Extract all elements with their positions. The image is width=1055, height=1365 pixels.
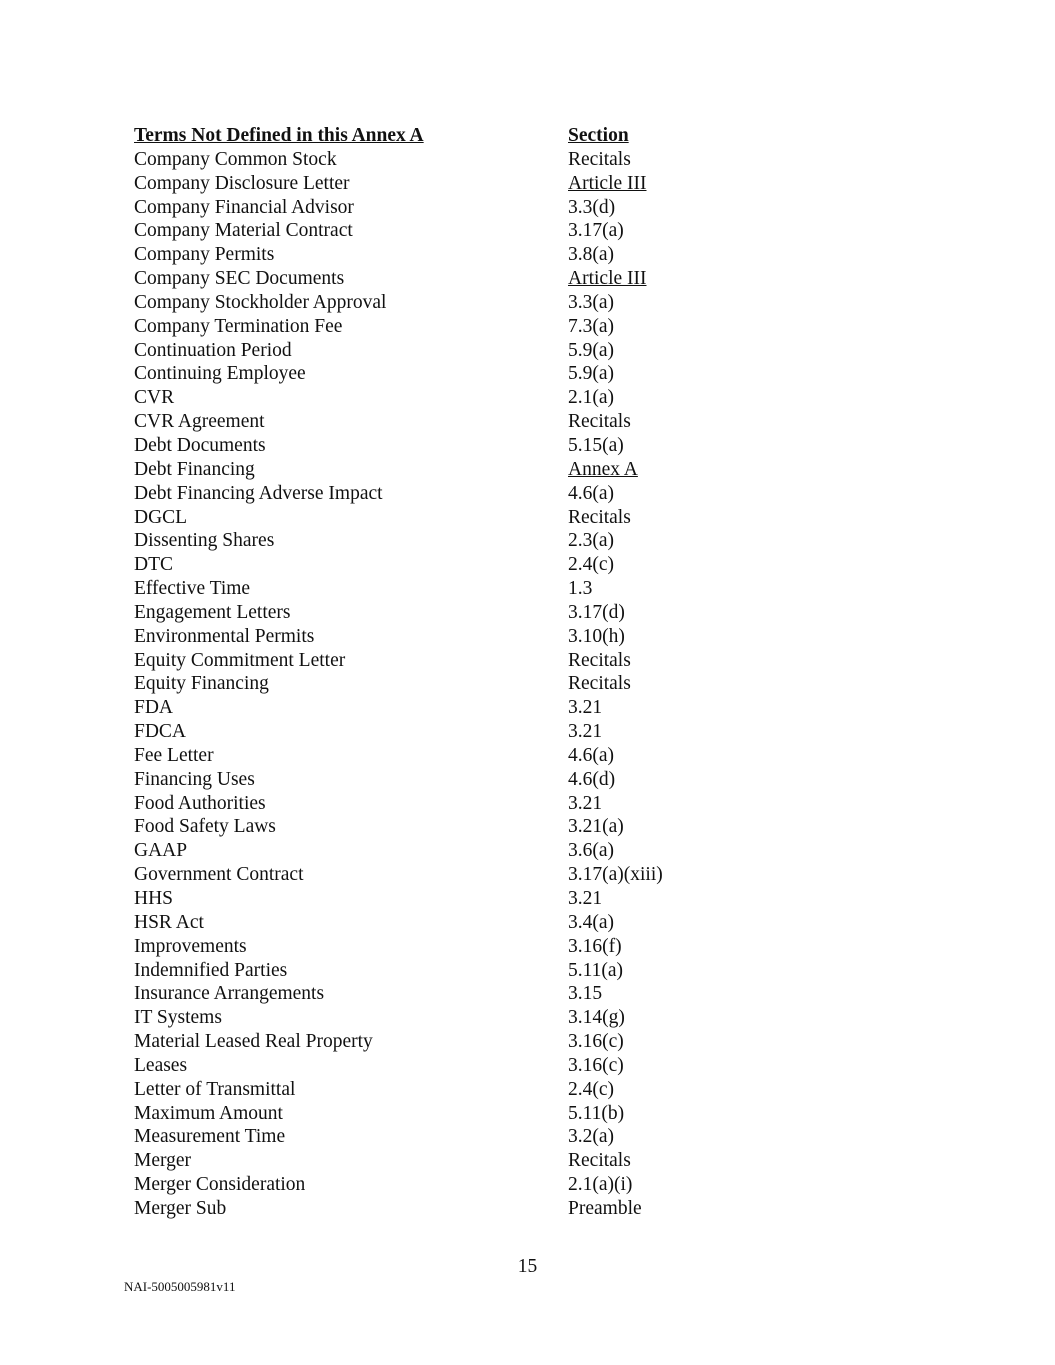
table-row bbox=[134, 482, 834, 506]
section-cell: 3.8(a) bbox=[568, 244, 615, 266]
table-row bbox=[134, 1173, 834, 1197]
section-cell: 5.9(a) bbox=[568, 363, 615, 385]
section-cell: Recitals bbox=[568, 1150, 631, 1172]
section-cell: 3.3(d) bbox=[568, 196, 616, 218]
term-cell: CVR bbox=[134, 387, 175, 409]
term-cell: Merger Consideration bbox=[134, 1174, 306, 1196]
table-row bbox=[134, 386, 834, 410]
term-cell: Maximum Amount bbox=[134, 1102, 283, 1124]
term-cell: Food Safety Laws bbox=[134, 816, 276, 838]
term-cell: Insurance Arrangements bbox=[134, 983, 325, 1005]
term-cell: Effective Time bbox=[134, 578, 251, 600]
term-cell: Debt Financing Adverse Impact bbox=[134, 482, 383, 504]
table-row bbox=[134, 815, 834, 839]
section-cell: 3.10(h) bbox=[568, 625, 625, 647]
section-cell: 3.17(d) bbox=[568, 601, 625, 623]
section-cell: 3.14(g) bbox=[568, 1007, 625, 1029]
term-cell: Company Common Stock bbox=[134, 148, 337, 170]
term-cell: Company Material Contract bbox=[134, 220, 353, 242]
term-cell: FDCA bbox=[134, 721, 187, 743]
section-cell: 1.3 bbox=[568, 578, 593, 600]
term-cell: Company Permits bbox=[134, 244, 275, 266]
table-row bbox=[134, 1102, 834, 1126]
term-cell: GAAP bbox=[134, 840, 188, 862]
page-number: 15 bbox=[517, 1256, 538, 1277]
section-cell: 4.6(a) bbox=[568, 744, 615, 766]
section-cell: 2.4(c) bbox=[568, 1078, 615, 1100]
table-row bbox=[134, 267, 834, 291]
term-cell: Merger Sub bbox=[134, 1197, 227, 1219]
table-row bbox=[134, 625, 834, 649]
header-section: Section bbox=[568, 125, 629, 146]
section-cell: 5.11(a) bbox=[568, 959, 624, 981]
table-row bbox=[134, 839, 834, 863]
term-cell: Company Disclosure Letter bbox=[134, 172, 350, 194]
table-row bbox=[134, 1125, 834, 1149]
term-cell: Company SEC Documents bbox=[134, 268, 345, 290]
table-row bbox=[134, 362, 834, 386]
term-cell: Government Contract bbox=[134, 864, 304, 886]
table-row bbox=[134, 219, 834, 243]
section-cell: Recitals bbox=[568, 148, 631, 170]
section-cell: Recitals bbox=[568, 649, 631, 671]
table-row bbox=[134, 982, 834, 1006]
term-cell: DGCL bbox=[134, 506, 188, 528]
term-cell: Letter of Transmittal bbox=[134, 1078, 296, 1100]
term-cell: Equity Financing bbox=[134, 673, 269, 695]
term-cell: Measurement Time bbox=[134, 1126, 286, 1148]
section-cell: Recitals bbox=[568, 673, 631, 695]
section-cell: Annex A bbox=[568, 458, 638, 480]
section-cell: 3.21 bbox=[568, 888, 603, 909]
section-cell: Article III bbox=[568, 268, 647, 290]
term-cell: CVR Agreement bbox=[134, 411, 265, 433]
section-cell: 3.16(f) bbox=[568, 935, 622, 957]
table-row bbox=[134, 887, 834, 911]
table-row bbox=[134, 315, 834, 339]
table-row bbox=[134, 1030, 834, 1054]
term-cell: DTC bbox=[134, 554, 173, 576]
term-cell: HHS bbox=[134, 888, 174, 909]
section-cell: 5.9(a) bbox=[568, 339, 615, 361]
term-cell: Company Stockholder Approval bbox=[134, 291, 387, 313]
table-row bbox=[134, 410, 834, 434]
section-cell: 3.17(a)(xiii) bbox=[568, 864, 663, 886]
section-cell: 2.3(a) bbox=[568, 530, 615, 552]
table-row bbox=[134, 1149, 834, 1173]
term-cell: Dissenting Shares bbox=[134, 530, 275, 552]
section-cell: 3.16(c) bbox=[568, 1031, 624, 1053]
terms-table bbox=[134, 124, 834, 1221]
document-id: NAI-5005005981v11 bbox=[124, 1279, 236, 1294]
table-row bbox=[134, 529, 834, 553]
section-cell: 5.15(a) bbox=[568, 434, 624, 456]
table-row bbox=[134, 339, 834, 363]
table-row bbox=[134, 148, 834, 172]
table-row bbox=[134, 959, 834, 983]
table-row bbox=[134, 434, 834, 458]
section-cell: 2.4(c) bbox=[568, 554, 615, 576]
table-row bbox=[134, 720, 834, 744]
section-cell: 3.2(a) bbox=[568, 1126, 615, 1148]
term-cell: Debt Documents bbox=[134, 434, 266, 456]
table-rows bbox=[134, 148, 834, 1221]
section-cell: 3.3(a) bbox=[568, 291, 615, 313]
term-cell: Environmental Permits bbox=[134, 625, 315, 647]
term-cell: Equity Commitment Letter bbox=[134, 649, 346, 671]
table-row bbox=[134, 601, 834, 625]
term-cell: Continuation Period bbox=[134, 339, 292, 361]
section-cell: 2.1(a)(i) bbox=[568, 1174, 633, 1196]
section-cell: 3.21 bbox=[568, 792, 603, 814]
section-cell: 2.1(a) bbox=[568, 387, 615, 409]
section-cell: 3.15 bbox=[568, 983, 603, 1005]
table-row bbox=[134, 744, 834, 768]
section-cell: 3.6(a) bbox=[568, 840, 615, 862]
table-row bbox=[134, 458, 834, 482]
section-cell: 3.16(c) bbox=[568, 1054, 624, 1076]
term-cell: Food Authorities bbox=[134, 792, 266, 814]
table-row bbox=[134, 553, 834, 577]
table-row bbox=[134, 911, 834, 935]
table-row bbox=[134, 935, 834, 959]
section-cell: 4.6(d) bbox=[568, 768, 616, 790]
term-cell: Fee Letter bbox=[134, 744, 214, 766]
table-header-row bbox=[134, 124, 834, 148]
term-cell: Company Financial Advisor bbox=[134, 196, 354, 218]
section-cell: 4.6(a) bbox=[568, 482, 615, 504]
section-cell: 3.4(a) bbox=[568, 911, 615, 933]
term-cell: Continuing Employee bbox=[134, 363, 306, 385]
section-cell: Recitals bbox=[568, 506, 631, 528]
section-cell: 3.21(a) bbox=[568, 816, 624, 838]
term-cell: Material Leased Real Property bbox=[134, 1031, 373, 1053]
term-cell: HSR Act bbox=[134, 911, 204, 933]
table-row bbox=[134, 1197, 834, 1221]
table-row bbox=[134, 672, 834, 696]
table-row bbox=[134, 172, 834, 196]
table-row bbox=[134, 649, 834, 673]
table-row bbox=[134, 506, 834, 530]
table-row bbox=[134, 768, 834, 792]
table-row bbox=[134, 291, 834, 315]
section-cell: Preamble bbox=[568, 1197, 642, 1219]
term-cell: Indemnified Parties bbox=[134, 959, 288, 981]
table-row bbox=[134, 1054, 834, 1078]
section-cell: 3.21 bbox=[568, 697, 603, 719]
table-row bbox=[134, 792, 834, 816]
table-row bbox=[134, 1078, 834, 1102]
table-row bbox=[134, 863, 834, 887]
section-cell: Article III bbox=[568, 172, 647, 194]
term-cell: FDA bbox=[134, 697, 174, 719]
header-term: Terms Not Defined in this Annex A bbox=[134, 125, 424, 146]
table-row bbox=[134, 243, 834, 267]
term-cell: Debt Financing bbox=[134, 458, 255, 480]
term-cell: Company Termination Fee bbox=[134, 315, 343, 337]
term-cell: Leases bbox=[134, 1054, 188, 1076]
section-cell: Recitals bbox=[568, 411, 631, 433]
term-cell: Engagement Letters bbox=[134, 601, 291, 623]
table-row bbox=[134, 696, 834, 720]
term-cell: Improvements bbox=[134, 935, 247, 957]
term-cell: Financing Uses bbox=[134, 768, 255, 790]
section-cell: 5.11(b) bbox=[568, 1102, 625, 1124]
term-cell: Merger bbox=[134, 1150, 192, 1172]
section-cell: 3.17(a) bbox=[568, 220, 624, 242]
section-cell: 7.3(a) bbox=[568, 315, 615, 337]
section-cell: 3.21 bbox=[568, 721, 603, 743]
table-row bbox=[134, 1006, 834, 1030]
term-cell: IT Systems bbox=[134, 1007, 222, 1029]
table-row bbox=[134, 196, 834, 220]
table-row bbox=[134, 577, 834, 601]
